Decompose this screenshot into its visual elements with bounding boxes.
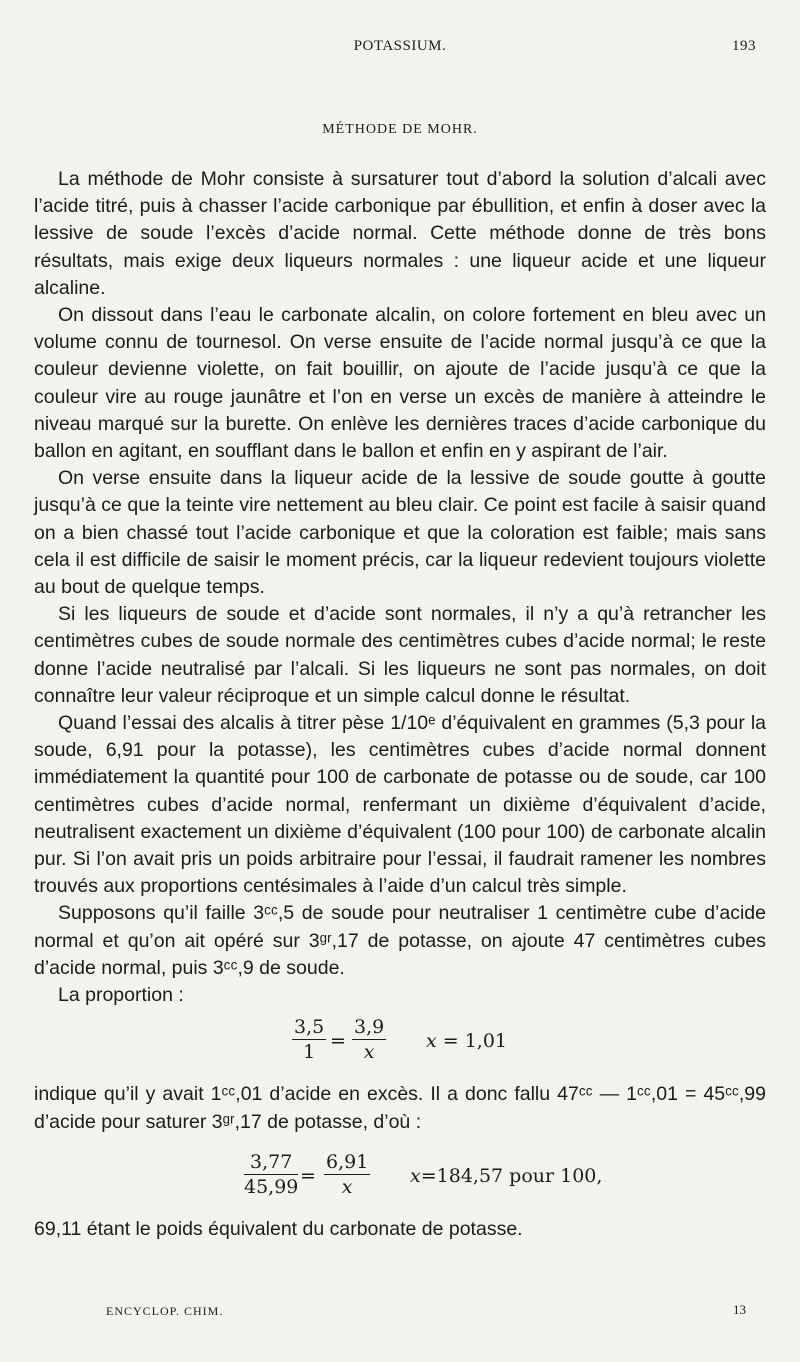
- section-title: MÉTHODE DE MOHR.: [322, 122, 478, 137]
- denominator: x: [363, 1041, 375, 1064]
- fraction: [292, 1015, 326, 1064]
- running-head: [0, 38, 800, 62]
- signature-mark: ENCYCLOP. CHIM.: [106, 1304, 224, 1318]
- paragraph: 69,11 étant le poids équivalent du carbonate de potasse.: [34, 1217, 523, 1240]
- paragraph: Quand l’essai des alcalis à titrer pèse 1/10ᵉ d’équivalent en grammes (5,3 pour la soude, 6,91 pour la potasse), les centimètres cubes d’acide normal donnent immédiatement la quantité pour 100 de carbonate de potasse ou de soude, car 100 centimètres cubes d’acide normal, renfermant un dixième d’équivalent d’acide, neutralisent exactement un dixième d’équivalent (100 pour 100) de carbonate alcalin pur. Si l’on avait pris un poids arbitraire pour l’essai, il faudrait ramener les nombres trouvés aux proportions centésimales à l’aide d’un calcul très simple.: [34, 712, 766, 898]
- paragraph: On dissout dans l’eau le carbonate alcalin, on colore fortement en bleu avec un volume connu de tournesol. On verse ensuite de l’acide normal jusqu’à ce que la couleur devienne violette, on fait bouillir, on ajoute de l’acide jusqu’à ce que la couleur vire au rouge jaunâtre et l’on en verse un excès de manière à atteindre le niveau marqué sur la burette. On enlève les dernières traces d’acide carbonique du ballon en agitant, en soufflant dans le ballon et enfin en y aspirant de l’air.: [34, 304, 766, 463]
- formula-percentage: [34, 1150, 766, 1208]
- result-value: =184,57 pour 100,: [420, 1164, 603, 1187]
- result-variable: x: [410, 1164, 421, 1187]
- result-value: = 1,01: [436, 1030, 508, 1053]
- equals-sign: =: [300, 1164, 316, 1187]
- paragraph: On verse ensuite dans la liqueur acide de la lessive de soude goutte à goutte jusqu’à ce que la teinte vire nettement au bleu clair. Ce point est facile à saisir quand on a bien chassé tout l’acide carbonique et que la coloration est faible; mais sans cela il est difficile de saisir le moment précis, car la liqueur redevient toujours violette au bout de quelque temps.: [34, 467, 766, 599]
- sheet-number: 13: [733, 1302, 746, 1317]
- denominator: 45,99: [244, 1175, 299, 1198]
- paragraph: Si les liqueurs de soude et d’acide sont normales, il n’y a qu’à retrancher les centimètres cubes de soude normale des centimètres cubes d’acide normal; le reste donne l’acide neutralisé par l’alcali. Si les liqueurs ne sont pas normales, on doit connaître leur valeur réciproque et un simple calcul donne le résultat.: [34, 603, 766, 707]
- fraction: [324, 1150, 370, 1199]
- paragraph: indique qu’il y avait 1ᶜᶜ,01 d’acide en excès. Il a donc fallu 47ᶜᶜ — 1ᶜᶜ,01 = 45ᶜᶜ,99 d’acide pour saturer 3ᵍʳ,17 de potasse, d’où :: [34, 1083, 766, 1133]
- paragraph: Supposons qu’il faille 3ᶜᶜ,5 de soude pour neutraliser 1 centimètre cube d’acide normal et qu’on ait opéré sur 3ᵍʳ,17 de potasse, on ajoute 47 centimètres cubes d’acide normal, puis 3ᶜᶜ,9 de soude.: [34, 902, 766, 979]
- body-text: [34, 166, 766, 1243]
- numerator: 3,5: [294, 1016, 325, 1039]
- equals-sign: =: [330, 1030, 346, 1053]
- denominator: 1: [303, 1041, 316, 1064]
- running-title: POTASSIUM.: [353, 38, 447, 54]
- numerator: 6,91: [326, 1150, 369, 1173]
- result: [410, 1163, 602, 1190]
- paragraph: La proportion :: [58, 984, 184, 1007]
- paragraph: La méthode de Mohr consiste à sursaturer tout d’abord la solution d’alcali avec l’acide titré, puis à chasser l’acide carbonique par ébullition, et enfin à doser avec la lessive de soude l’excès d’acide normal. Cette méthode donne de très bons résultats, mais exige deux liqueurs normales : une liqueur acide et une liqueur alcaline.: [34, 168, 766, 299]
- numerator: 3,9: [354, 1016, 385, 1039]
- result: [426, 1028, 507, 1055]
- page-number: 193: [732, 38, 756, 54]
- result-variable: x: [426, 1030, 437, 1053]
- fraction: [352, 1015, 386, 1064]
- fraction: [244, 1150, 298, 1199]
- formula-proportion: [34, 1015, 766, 1073]
- numerator: 3,77: [244, 1150, 298, 1175]
- page-footer: [0, 1302, 800, 1332]
- denominator: x: [341, 1175, 353, 1198]
